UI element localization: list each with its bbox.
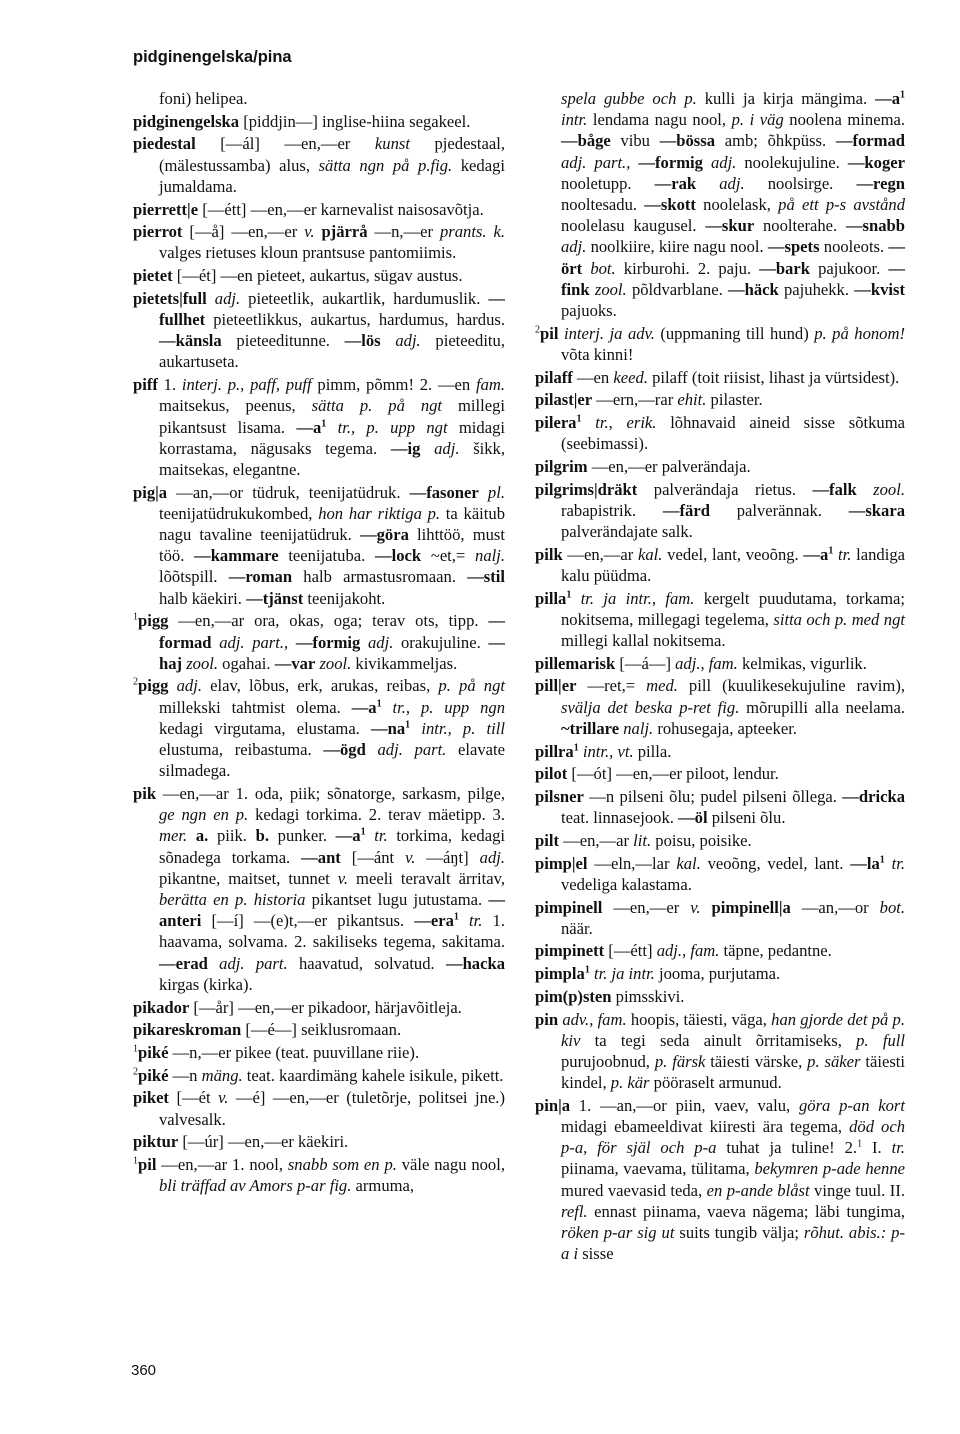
dictionary-entry: pierrot [—å] —en,—er v. pjärrå —n,—er prants. k. valges rietuses kloun prantsuse pantomiimis. <box>133 222 505 263</box>
dictionary-entry: foni) helipea. <box>159 89 248 108</box>
dictionary-entry: $^1$pil —en,—ar 1. nool, snabb som en p. väle nagu nool, bli träffad av Amors p-ar fig. armuma, <box>133 1154 505 1196</box>
dictionary-entry: pimpla$^1$ tr. ja intr. jooma, purjutama. <box>535 964 781 984</box>
dictionary-entry: piktur [—úr] —en,—er käekiri. <box>133 1132 349 1152</box>
dictionary-entry: $^2$piké —n mäng. teat. kaardimäng kahele isikule, pikett. <box>133 1065 504 1085</box>
dictionary-entry: pietet [—ét] —en pieteet, aukartus, sügav austus. <box>133 266 463 286</box>
dictionary-entry: piedestal [—ál] —en,—er kunst pjedestaal, (mälestussamba) alus, sätta ngn på p.fig. kedagi jumaldama. <box>133 134 505 196</box>
dictionary-entry: pillra$^1$ intr., vt. pilla. <box>535 741 672 761</box>
dictionary-entry: spela gubbe och p. kulli ja kirja mängima. $—a^1$ intr. lendama nagu nool, p. i väg noolena minema. —båge vibu —bössa amb; õhkpüss. —formad adj. part., —formig adj. noolekujuline. —koger nooletupp. —rak adj. noolsirge. —regn nooltesadu. —skott noolelask, på ett p-s avstånd noolelasu kaugusel. —skur noolterahe. —snabb adj. noolkiire, kiire nagu nool. —spets nooleots. —ört bot. kirburohi. 2. paju. —bark pajukoor. —fink zool. põldvarblane. —häck pajuhekk. —kvist pajuoks. <box>561 89 906 321</box>
right-column <box>535 88 905 1266</box>
dictionary-entry: $^1$pigg —en,—ar ora, okas, oga; terav ots, tipp. —formad adj. part., —formig adj. orakujuline. —haj zool. ogahai. —var zool. kivikammeljas. <box>133 611 505 673</box>
dictionary-entry: pikareskroman [—é—] seiklusromaan. <box>133 1020 402 1040</box>
dictionary-entry: pilk —en,—ar kal. vedel, lant, veoõng. $—a^1$ tr. landiga kalu püüdma. <box>535 544 905 585</box>
dictionary-entry: pilot [—ót] —en,—er piloot, lendur. <box>535 764 779 784</box>
dictionary-entry: pill|er —ret,= med. pill (kuulikesekujuline ravim), svälja det beska p-ret fig. mõrupilli alla neelama. ~trillare nalj. rohusegaja, apteeker. <box>535 676 905 738</box>
dictionary-entry: $^2$pil interj. ja adv. (uppmaning till hund) p. på honom! võta kinni! <box>535 323 905 364</box>
dictionary-entry: pilla$^1$ tr. ja intr., fam. kergelt puudutama, torkama; nokitsema, millegagi tegelema, sitta och p. med ngt millegi kallal nokitsema. <box>535 588 905 651</box>
page-number: 360 <box>131 1362 157 1379</box>
dictionary-entry: pin adv., fam. hoopis, täiesti, väga, han gjorde det på p. kiv ta tegi seda ainult õrritamiseks, p. full purujoobnud, p. färsk täiesti värske, p. säker täiesti kindel, p. kär pööraselt armunud. <box>535 1009 905 1093</box>
dictionary-entry: pilaff —en keed. pilaff (toit riisist, lihast ja vürtsidest). <box>535 367 900 387</box>
dictionary-entry: pig|a —an,—or tüdruk, teenijatüdruk. —fasoner pl. teenijatüdrukukombed, hon har riktiga p. ta käitub nagu tavaline teenijatüdruk. —göra lihttöö, must töö. —kammare teenijatuba. —lock ~et,= nalj. lõõtspill. —roman halb armastusromaan. —stil halb käekiri. —tjänst teenijakoht. <box>133 482 505 608</box>
dictionary-entry: pilgrims|dräkt palverändaja rietus. —falk zool. rabapistrik. —färd palverännak. —skara palverändajate salk. <box>535 479 905 542</box>
dictionary-entry: piff 1. interj. p., paff, puff pimm, põmm! 2. —en fam. maitsekus, peenus, sätta p. på ngt millegi pikantsust lisama. $—a^1$ tr., p. upp ngt midagi korrastama, nägusaks tegema. —ig adj. šikk, maitsekas, elegantne. <box>133 375 506 479</box>
dictionary-entry: pilt —en,—ar lit. poisu, poisike. <box>535 830 752 850</box>
dictionary-entry: pik —en,—ar 1. oda, piik; sõnatorge, sarkasm, pilge, ge ngn en p. kedagi torkima. 2. terav mäetipp. 3. mer. a. piik. b. punker. $—a^1$ tr. torkima, kedagi sõnadega torkama. —ant [—ánt v. —áŋt] adj. pikantne, maitset, tunnet v. meeli teravalt ärritav, berätta en p. historia pikantset lugu jutustama. —anteri [—í] —(e)t,—er pikantsus. —era$^1$ tr. 1. haavama, solvama. 2. sakiliseks tegema, sakitama. —erad adj. part. haavatud, solvatud. —hacka kirgas (kirka). <box>133 784 506 994</box>
dictionary-entry: pimpinell —en,—er v. pimpinell|a —an,—or bot. näär. <box>535 897 906 938</box>
dictionary-entry: pim(p)sten pimsskivi. <box>535 986 685 1006</box>
dictionary-entry: pillemarisk [—á—] adj., fam. kelmikas, vigurlik. <box>535 653 867 673</box>
dictionary-entry: pimp|el —eln,—lar kal. veoõng, vedel, lant. $—la^1$ tr. vedeliga kalastama. <box>535 853 905 894</box>
dictionary-entry: piket [—ét v. —é] —en,—er (tuletõrje, politsei jne.) valvesalk. <box>133 1088 505 1129</box>
dictionary-entry: pimpinett [—étt] adj., fam. täpne, pedantne. <box>535 941 832 961</box>
dictionary-entry: pilast|er —ern,—rar ehit. pilaster. <box>535 390 763 410</box>
dictionary-entry: $^1$piké —n,—er pikee (teat. puuvillane riie). <box>133 1042 420 1062</box>
dictionary-entry: pilgrim —en,—er palverändaja. <box>535 456 751 476</box>
dictionary-entry: pidginengelska [piddjin—] inglise-hiina segakeel. <box>133 111 471 131</box>
dictionary-entry: pilera$^1$ tr., erik. lõhnavaid aineid sisse sõtkuma (seebimassi). <box>535 413 905 454</box>
dictionary-entry: pietets|full adj. pieteetlik, aukartlik, hardumuslik. —fullhet pieteetlikkus, aukartus, hardumus, hardus. —känsla pieteeditunne. —lös adj. pieteeditu, aukartuseta. <box>133 288 505 372</box>
dictionary-entry: $^2$pigg adj. elav, lõbus, erk, arukas, reibas, p. på ngt millekski tahtmist olema. $—a^1$ tr., p. upp ngn kedagi virgutama, elustama. $—na^1$ intr., p. till elustuma, reibastuma. —ögd adj. part. elavate silmadega. <box>133 676 506 781</box>
dictionary-entry: pierrett|e [—étt] —en,—er karnevalist naisosavõtja. <box>133 199 484 219</box>
left-column <box>133 88 505 1198</box>
dictionary-entry: pikador [—år] —en,—er pikadoor, härjavõitleja. <box>133 997 462 1017</box>
dictionary-entry: pin|a 1. —an,—or piin, vaev, valu, göra p-an kort midagi ebameeldivat kiiresti ära tegema, död och p-a, för själ och p-a tuhat ja tuline! 2.$^1$ I. tr. piinama, vaevama, tülitama, bekymren p-ade henne mured vaevasid teda, en p-ande blåst vinge tuul. II. refl. ennast piinama, vaeva nägema; läbi tungima, röken p-ar sig ut suits tungib välja; rõhut. abis.: p-a i sisse <box>535 1095 906 1264</box>
page-header-title: pidginengelska/pina <box>133 48 292 66</box>
dictionary-entry: pilsner —n pilseni õlu; pudel pilseni õllega. —dricka teat. linnasejook. —öl pilseni õlu. <box>535 787 905 828</box>
